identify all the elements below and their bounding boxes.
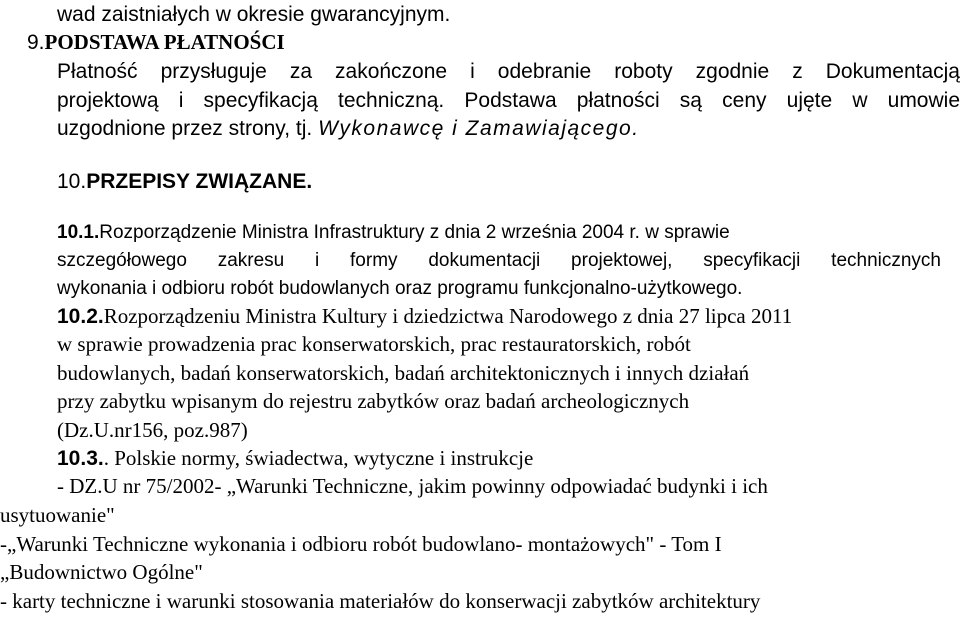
subsection-number: 10.3. <box>57 447 104 470</box>
list-item-continuation <box>0 505 115 526</box>
emphasized-text: Wykonawcę i Zamawiającego. <box>318 117 640 140</box>
text-line <box>57 118 640 139</box>
paragraph-text: Rozporządzeniu Ministra Kultury i dziedzictwa Narodowego z dnia 27 lipca 2011 <box>103 304 793 328</box>
text-line <box>57 223 730 242</box>
list-item <box>0 591 760 612</box>
paragraph-text: uzgodnione przez strony, tj. <box>57 117 319 140</box>
text-line <box>57 448 533 469</box>
text-line <box>57 90 960 111</box>
paragraph-text: szczegółowego zakresu i formy dokumentacji projektowej, specyfikacji technicznych <box>57 250 941 271</box>
list-item <box>0 534 722 555</box>
list-item <box>57 476 768 497</box>
paragraph-text: w sprawie prowadzenia prac konserwatorskich, prac restauratorskich, robót <box>57 332 691 356</box>
section-9-heading <box>27 32 285 53</box>
text-line <box>57 363 749 384</box>
section-10-heading <box>57 171 312 192</box>
subsection-number: 10.1. <box>57 222 100 243</box>
list-item-continuation <box>0 562 203 583</box>
paragraph-text: Płatność przysługuje za zakończone i odebranie roboty zgodnie z Dokumentacją <box>57 60 960 83</box>
text-line <box>57 61 960 82</box>
text-line <box>57 306 792 327</box>
section-title: PRZEPISY ZWIĄZANE. <box>86 170 313 193</box>
paragraph-text: wad zaistniałych w okresie gwarancyjnym. <box>57 3 451 26</box>
paragraph-text: przy zabytku wpisanym do rejestru zabytków oraz badań archeologicznych <box>57 389 690 413</box>
paragraph-text: usytuowanie" <box>0 503 115 527</box>
section-number: 9. <box>27 31 45 54</box>
paragraph-text: . Polskie normy, świadectwa, wytyczne i instrukcje <box>103 446 534 470</box>
paragraph-text: - karty techniczne i warunki stosowania materiałów do konserwacji zabytków architektury <box>0 589 761 613</box>
paragraph-text: budowlanych, badań konserwatorskich, badań architektonicznych i innych działań <box>57 361 750 385</box>
section-title: PODSTAWA PŁATNOŚCI <box>44 30 285 54</box>
paragraph-text: - DZ.U nr 75/2002- „Warunki Techniczne, jakim powinny odpowiadać budynki i ich <box>57 474 768 498</box>
paragraph-text: wykonania i odbioru robót budowlanych oraz programu funkcjonalno-użytkowego. <box>57 278 743 299</box>
text-line <box>57 279 742 298</box>
paragraph-text: -„Warunki Techniczne wykonania i odbioru robót budowlano- montażowych" - Tom I <box>0 532 722 556</box>
paragraph-text: Rozporządzenie Ministra Infrastruktury z dnia 2 września 2004 r. w sprawie <box>99 222 730 243</box>
paragraph-text: (Dz.U.nr156, poz.987) <box>57 418 248 442</box>
subsection-number: 10.2. <box>57 305 104 328</box>
text-line <box>57 251 941 270</box>
paragraph-text: „Budownictwo Ogólne" <box>0 560 203 584</box>
text-line <box>57 334 691 355</box>
section-number: 10. <box>57 170 87 193</box>
text-line <box>57 391 689 412</box>
paragraph-text: projektową i specyfikacją techniczną. Podstawa płatności są ceny ujęte w umowie <box>57 89 960 112</box>
text-line <box>57 4 450 25</box>
text-line <box>57 420 248 441</box>
